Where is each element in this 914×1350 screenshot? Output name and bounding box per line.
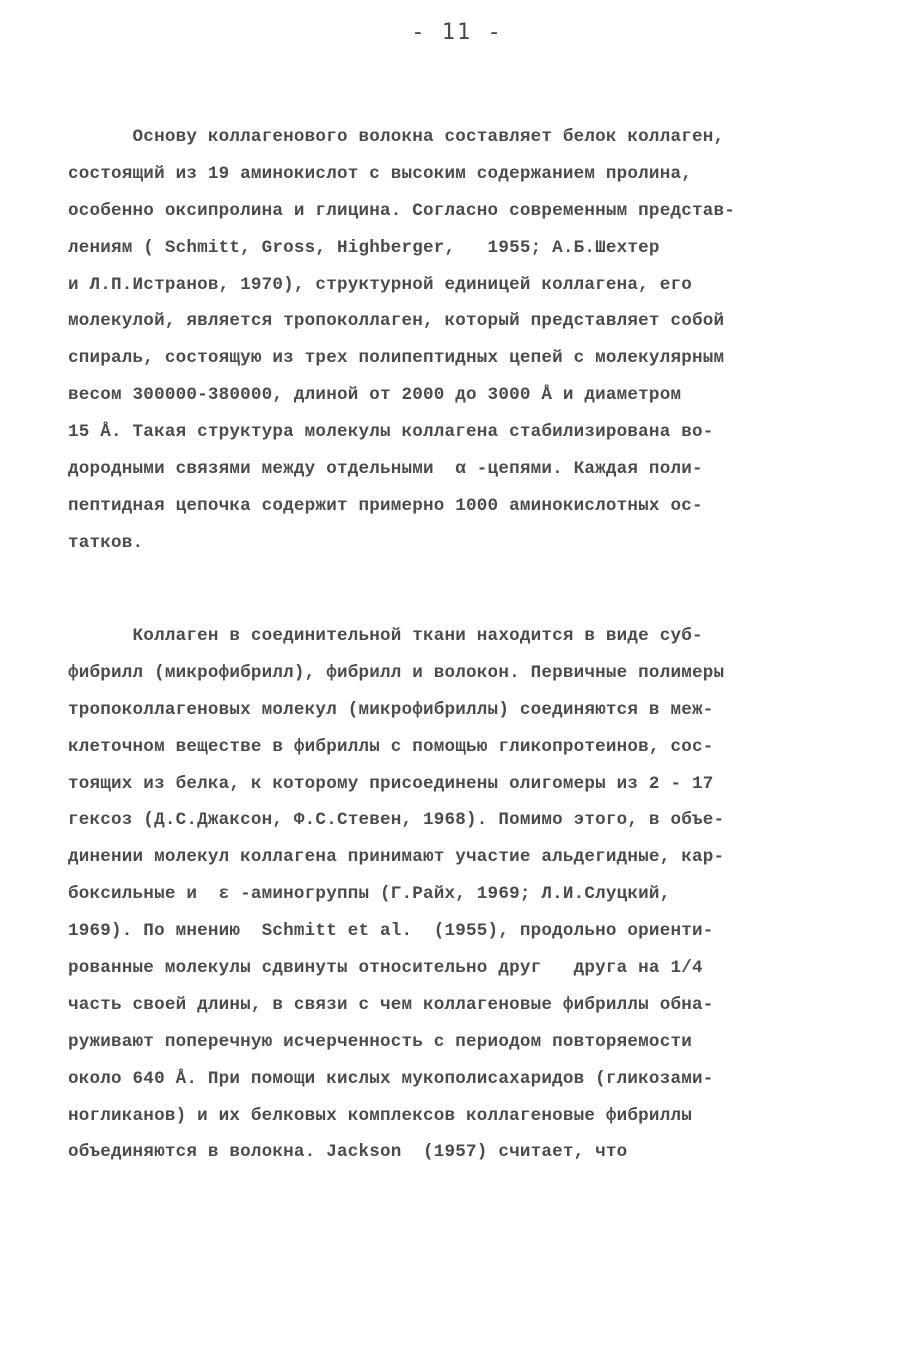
text-line: Коллаген в соединительной ткани находится в виде суб-: [68, 626, 703, 646]
text-line: и Л.П.Истранов, 1970), структурной единицей коллагена, его: [68, 274, 692, 295]
text-line: особенно оксипролина и глицина. Согласно современным представ-: [68, 200, 735, 221]
text-line: гексоз (Д.С.Джаксон, Ф.С.Стевен, 1968). Помимо этого, в объе-: [68, 810, 725, 831]
text-line: спираль, состоящую из трех полипептидных цепей с молекулярным: [68, 348, 725, 369]
text-line: лениям ( Schmitt, Gross, Highberger, 1955; А.Б.Шехтер: [68, 237, 660, 258]
text-line: рованные молекулы сдвинуты относительно друг друга на 1/4: [68, 958, 703, 979]
text-line: динении молекул коллагена принимают участие альдегидные, кар-: [68, 847, 725, 868]
text-line: состоящий из 19 аминокислот с высоким содержанием пролина,: [68, 163, 692, 184]
text-line: тропоколлагеновых молекул (микрофибриллы) соединяются в меж-: [68, 699, 714, 720]
paragraph-collagen-fibrils: [68, 618, 848, 1171]
text-line: тоящих из белка, к которому присоединены олигомеры из 2 - 17: [68, 773, 714, 794]
text-line: часть своей длины, в связи с чем коллагеновые фибриллы обна-: [68, 994, 714, 1015]
text-line: татков.: [68, 532, 144, 553]
text-line: руживают поперечную исчерченность с периодом повторяемости: [68, 1031, 692, 1052]
text-line: Основу коллагенового волокна составляет белок коллаген,: [68, 127, 725, 147]
text-line: около 640 Å. При помощи кислых мукополисахаридов (гликозами-: [68, 1068, 714, 1089]
text-line: ногликанов) и их белковых комплексов коллагеновые фибриллы: [68, 1105, 692, 1126]
text-line: дородными связями между отдельными α -цепями. Каждая поли-: [68, 459, 703, 480]
text-line: 15 Å. Такая структура молекулы коллагена стабилизирована во-: [68, 422, 714, 443]
text-line: молекулой, является тропоколлаген, который представляет собой: [68, 311, 725, 332]
page-number: - 11 -: [411, 20, 503, 45]
text-line: объединяются в волокна. Jackson (1957) считает, что: [68, 1142, 628, 1163]
text-line: пептидная цепочка содержит примерно 1000 аминокислотных ос-: [68, 495, 703, 516]
text-line: 1969). По мнению Schmitt et al. (1955), продольно ориенти-: [68, 921, 714, 942]
text-line: фибрилл (микрофибрилл), фибрилл и волокон. Первичные полимеры: [68, 662, 725, 683]
text-line: клеточном веществе в фибриллы с помощью гликопротеинов, сос-: [68, 736, 714, 757]
text-line: весом 300000-380000, длиной от 2000 до 3000 Å и диаметром: [68, 385, 682, 406]
paragraph-collagen-structure: [68, 119, 848, 562]
text-line: боксильные и ε -аминогруппы (Г.Райх, 1969; Л.И.Слуцкий,: [68, 884, 671, 905]
